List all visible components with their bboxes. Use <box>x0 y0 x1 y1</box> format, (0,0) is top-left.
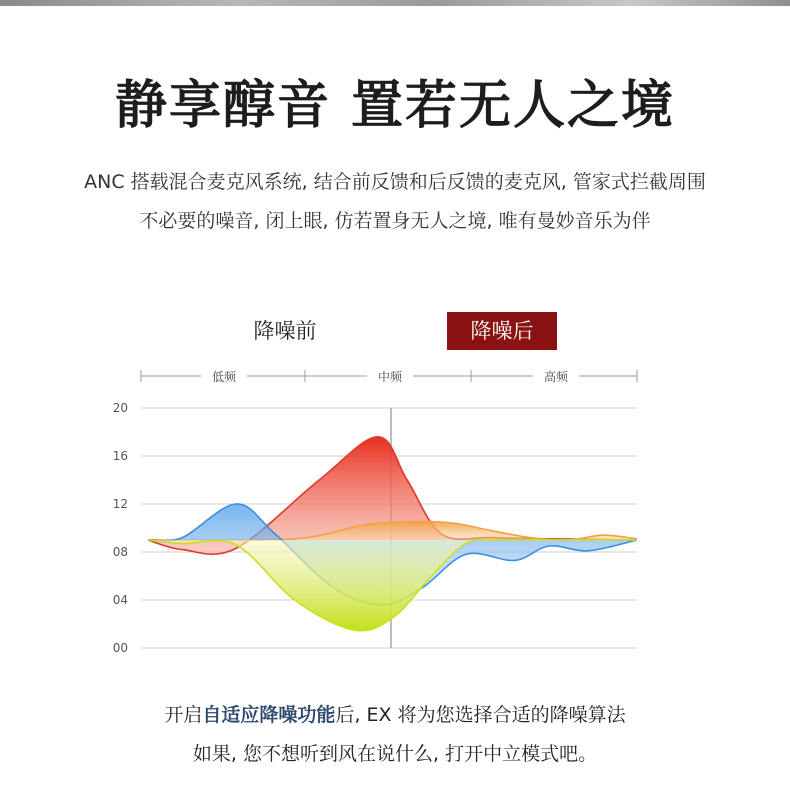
band-label-mid: 中频 <box>377 370 403 384</box>
bottom-caption-line-2: 如果, 您不想听到风在说什么, 打开中立模式吧。 <box>192 743 598 765</box>
after-noise-cancel-tab[interactable]: 降噪后 <box>447 312 557 350</box>
band-label-high: 高频 <box>543 370 569 384</box>
y-tick-label: 12 <box>112 497 128 511</box>
band-ruler <box>141 366 637 386</box>
y-tick-label: 08 <box>112 545 128 559</box>
top-product-image-strip <box>0 0 790 6</box>
y-tick-label: 20 <box>112 401 128 415</box>
headline: 静享醇音 置若无人之境 <box>114 76 676 136</box>
adaptive-anc-highlight: 自适应降噪功能 <box>202 704 336 726</box>
y-tick-label: 00 <box>112 641 128 655</box>
before-noise-cancel-tab[interactable]: 降噪前 <box>253 319 317 343</box>
y-tick-label: 04 <box>112 593 128 607</box>
series-layer <box>148 437 637 631</box>
bottom-caption-pre: 开启 <box>164 704 203 726</box>
y-tick-label: 16 <box>112 449 128 463</box>
bottom-caption-post: 后, EX 将为您选择合适的降噪算法 <box>335 704 626 726</box>
band-label-low: 低频 <box>211 370 237 384</box>
noise-frequency-chart <box>100 360 660 670</box>
description-line-2: 不必要的噪音, 闭上眼, 仿若置身无人之境, 唯有曼妙音乐为伴 <box>139 210 651 232</box>
bottom-caption-line-1 <box>0 700 790 730</box>
description-line-1: ANC 搭载混合麦克风系统, 结合前反馈和后反馈的麦克风, 管家式拦截周围 <box>84 171 706 193</box>
